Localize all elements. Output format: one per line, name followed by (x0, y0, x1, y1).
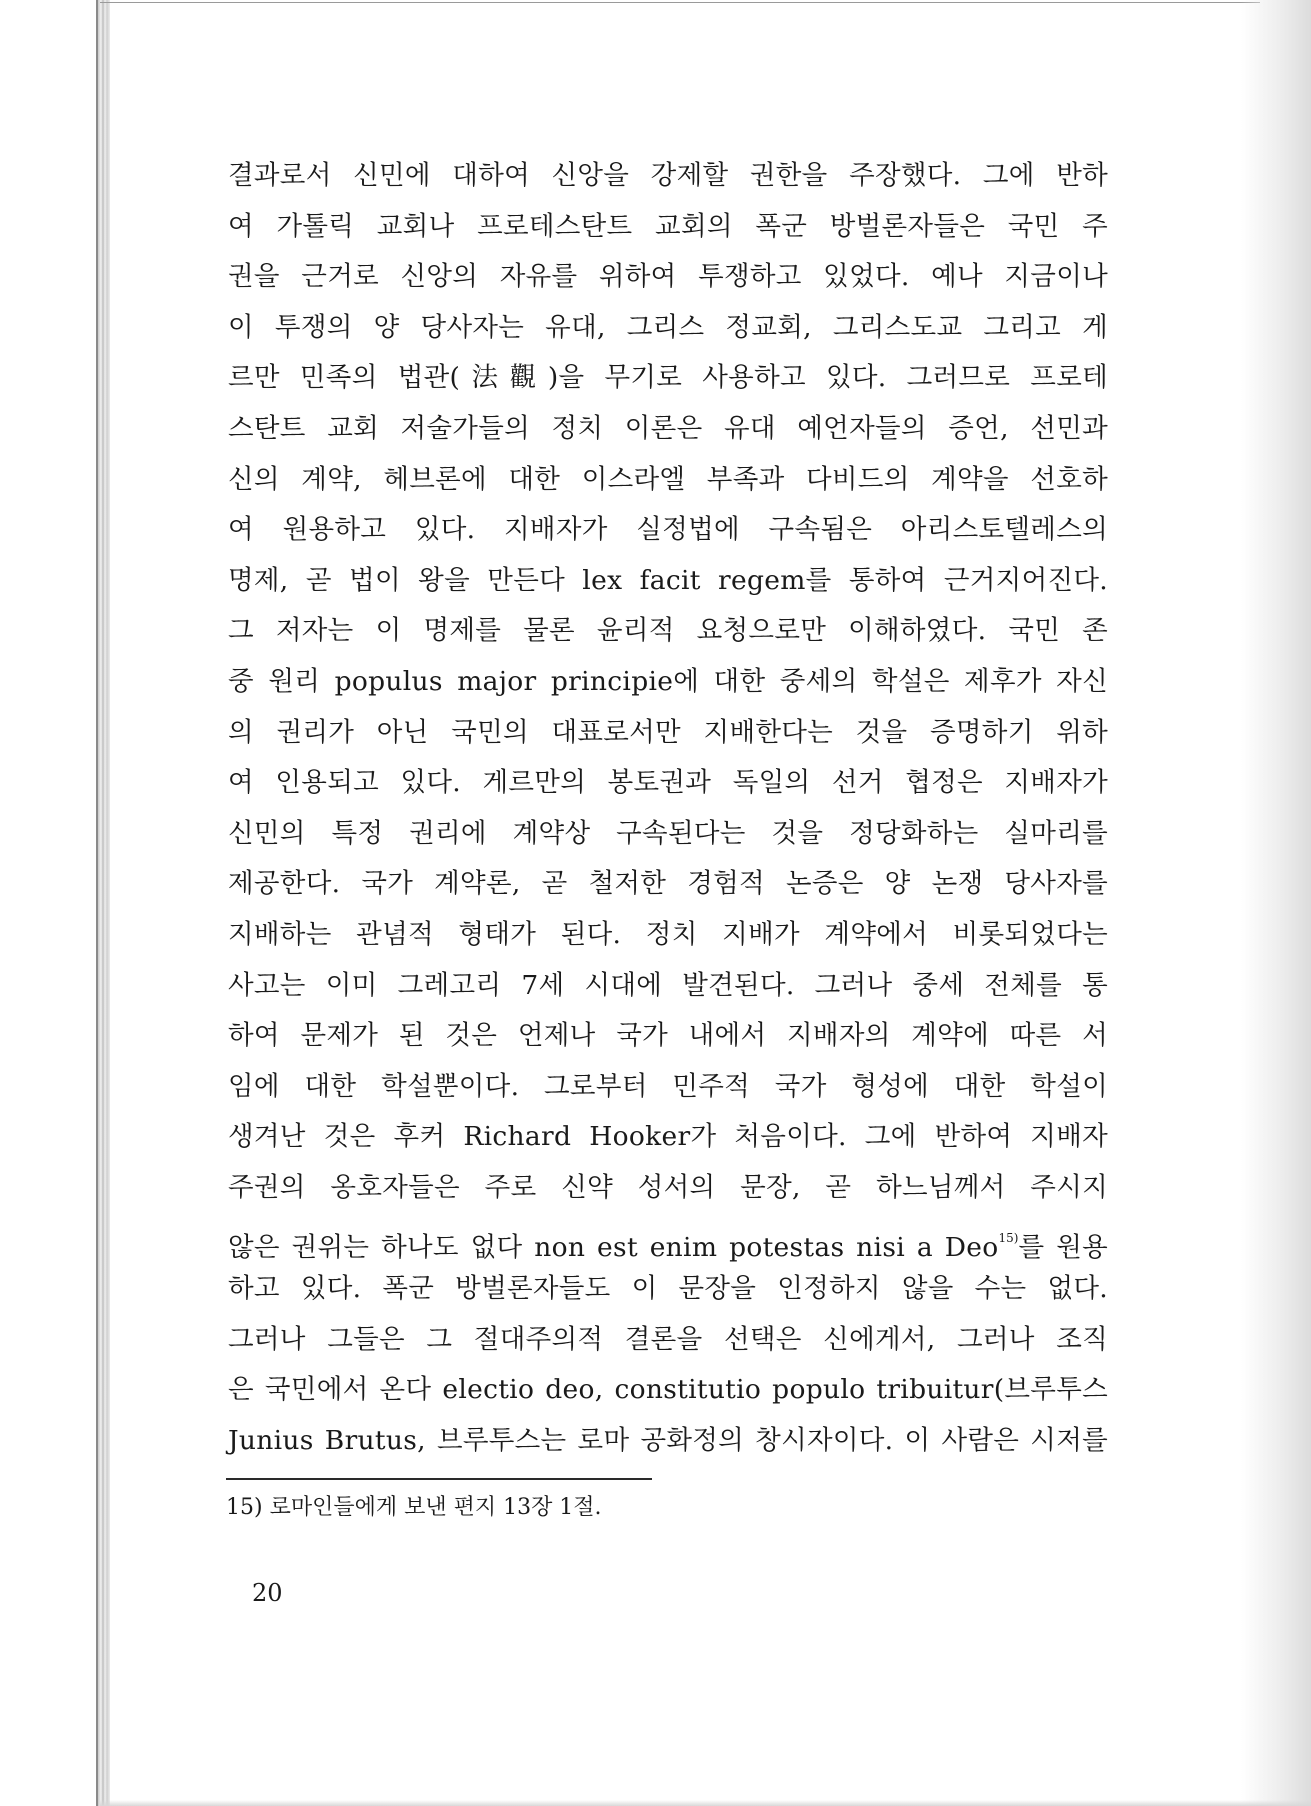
text-line: 신의 계약, 헤브론에 대한 이스라엘 부족과 다비드의 계약을 선호하 (228, 463, 1108, 495)
text-line: Junius Brutus, 브루투스는 로마 공화정의 창시자이다. 이 사람은 시저를 (228, 1424, 1108, 1456)
text-line: 제공한다. 국가 계약론, 곧 철저한 경험적 논증은 양 논쟁 당사자를 (228, 868, 1108, 900)
text-line: 그 저자는 이 명제를 물론 윤리적 요청으로만 이해하였다. 국민 존 (228, 615, 1108, 647)
page-top-edge (100, 2, 1260, 3)
text-line: 하여 문제가 된 것은 언제나 국가 내에서 지배자의 계약에 따른 서 (228, 1020, 1108, 1052)
text-line: 이 투쟁의 양 당사자는 유대, 그리스 정교회, 그리스도교 그리고 게 (228, 311, 1108, 343)
text-line: 하고 있다. 폭군 방벌론자들도 이 문장을 인정하지 않을 수는 없다. (228, 1273, 1108, 1305)
page-bottom-shade (100, 1800, 1311, 1806)
footnote-divider (226, 1478, 652, 1480)
text-segment: 않은 권위는 하나도 없다 non est enim potestas nisi a Deo (228, 1232, 999, 1264)
page-right-shade (1241, 0, 1311, 1806)
text-line: 권을 근거로 신앙의 자유를 위하여 투쟁하고 있었다. 예나 지금이나 (228, 261, 1108, 293)
text-line: 여 원용하고 있다. 지배자가 실정법에 구속됨은 아리스토텔레스의 (228, 514, 1108, 546)
text-line: 은 국민에서 온다 electio deo, constitutio populo tribuitur(브루투스 (228, 1374, 1108, 1406)
text-line: 중 원리 populus major principie에 대한 중세의 학설은 제후가 자신 (228, 665, 1108, 697)
text-line: 결과로서 신민에 대하여 신앙을 강제할 권한을 주장했다. 그에 반하 (228, 160, 1108, 191)
page-stack-edges (96, 0, 110, 1806)
text-line: 그러나 그들은 그 절대주의적 결론을 선택은 신에게서, 그러나 조직 (228, 1323, 1108, 1355)
footnote: 15) 로마인들에게 보낸 편지 13장 1절. (226, 1495, 602, 1520)
text-segment: 를 원용 (1018, 1232, 1108, 1264)
text-line: 여 인용되고 있다. 게르만의 봉토권과 독일의 선거 협정은 지배자가 (228, 767, 1108, 799)
body-text (228, 151, 1108, 1466)
text-line: 신민의 특정 권리에 계약상 구속된다는 것을 정당화하는 실마리를 (228, 817, 1108, 849)
page-number: 20 (252, 1579, 283, 1607)
text-line: 주권의 옹호자들은 주로 신약 성서의 문장, 곧 하느님께서 주시지 (228, 1171, 1108, 1203)
text-line: 의 권리가 아닌 국민의 대표로서만 지배한다는 것을 증명하기 위하 (228, 716, 1108, 748)
text-line: 르만 민족의 법관(法觀)을 무기로 사용하고 있다. 그러므로 프로테 (228, 362, 1108, 394)
text-line: 지배하는 관념적 형태가 된다. 정치 지배가 계약에서 비롯되었다는 (228, 918, 1108, 950)
text-line: 임에 대한 학설뿐이다. 그로부터 민주적 국가 형성에 대한 학설이 (228, 1070, 1108, 1102)
footnote-reference[interactable]: 15) (998, 1231, 1019, 1246)
text-line: 명제, 곧 법이 왕을 만든다 lex facit regem를 통하여 근거지어진다. (228, 564, 1108, 596)
text-line: 스탄트 교회 저술가들의 정치 이론은 유대 예언자들의 증언, 선민과 (228, 412, 1108, 444)
text-line: 사고는 이미 그레고리 7세 시대에 발견된다. 그러나 중세 전체를 통 (228, 969, 1108, 1001)
text-line: 여 가톨릭 교회나 프로테스탄트 교회의 폭군 방벌론자들은 국민 주 (228, 210, 1108, 242)
text-line-with-footnote-ref (228, 1213, 1108, 1264)
text-line: 생겨난 것은 후커 Richard Hooker가 처음이다. 그에 반하여 지배자 (228, 1121, 1108, 1153)
